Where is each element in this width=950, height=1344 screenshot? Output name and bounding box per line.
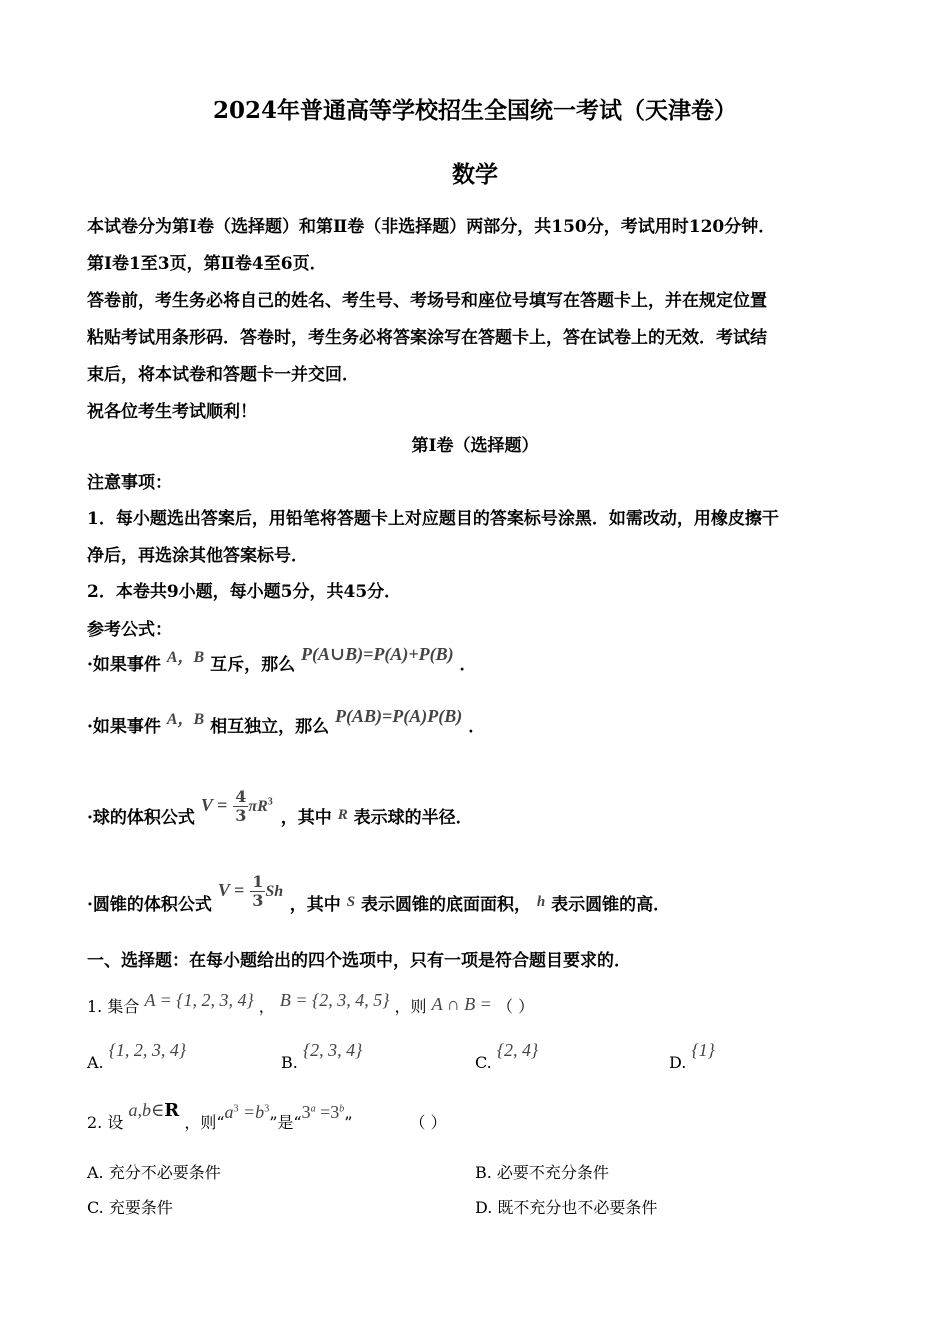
q1-set-b: B = {2, 3, 4, 5} bbox=[279, 990, 390, 1010]
q2-cond1-a: a bbox=[224, 1102, 234, 1122]
q2-domain bbox=[128, 1101, 179, 1120]
formula-independent bbox=[87, 706, 486, 737]
cone-fraction bbox=[250, 873, 265, 910]
notice-1b: 净后，再选涂其他答案标号． bbox=[87, 546, 308, 566]
part-1-heading: 一、选择题：在每小题给出的四个选项中，只有一项是符合题目要求的． bbox=[87, 951, 631, 971]
q2-cond1-exp1: 3 bbox=[233, 1103, 239, 1115]
q1-answer-blank: （ ） bbox=[497, 997, 535, 1016]
q2-vars: a,b∈ bbox=[128, 1100, 165, 1120]
subject-title: 数学 bbox=[452, 161, 498, 188]
sphere-volume-formula bbox=[201, 788, 275, 825]
intro-line-2: 第Ⅰ卷1至3页，第Ⅱ卷4至6页． bbox=[87, 254, 327, 274]
q2-option-d[interactable]: D. 既不充分也不必要条件 bbox=[475, 1198, 658, 1217]
sphere-fraction bbox=[233, 788, 248, 825]
q2-end: ” bbox=[344, 1113, 353, 1132]
q1-option-b[interactable] bbox=[281, 1040, 363, 1072]
q1-option-a[interactable] bbox=[87, 1040, 187, 1072]
q2-answer-blank: （ ） bbox=[409, 1113, 447, 1132]
q1-option-c-label: C. bbox=[475, 1053, 492, 1072]
cone-numerator: 1 bbox=[252, 872, 264, 891]
cone-rhs: Sh bbox=[265, 883, 284, 900]
question-2 bbox=[87, 1100, 447, 1133]
sphere-numerator: 4 bbox=[235, 787, 247, 806]
intro-line-1: 本试卷分为第Ⅰ卷（选择题）和第Ⅱ卷（非选择题）两部分，共150分，考试用时120分钟． bbox=[87, 217, 776, 237]
q1-option-b-label: B. bbox=[281, 1053, 298, 1072]
q1-then: ，则 bbox=[394, 997, 427, 1016]
formula-2-end: ． bbox=[468, 717, 486, 737]
q2-cond1-exp2: 3 bbox=[264, 1103, 270, 1115]
q1-separator: ， bbox=[258, 997, 275, 1016]
q2-option-c[interactable]: C. 充要条件 bbox=[87, 1198, 173, 1217]
cone-lhs: V = bbox=[217, 880, 245, 900]
formula-4-var-s: S bbox=[346, 894, 356, 910]
q1-expression: A ∩ B = bbox=[431, 994, 492, 1014]
q2-cond2-rhs: =3 bbox=[315, 1102, 340, 1122]
q2-option-a[interactable]: A. 充分不必要条件 bbox=[87, 1163, 221, 1182]
q2-condition-1 bbox=[225, 1103, 270, 1122]
formula-mutually-exclusive bbox=[87, 644, 477, 675]
formula-3-prefix: ·球的体积公式 bbox=[87, 808, 195, 828]
formula-3-var: R bbox=[337, 807, 348, 823]
q1-option-b-value: {2, 3, 4} bbox=[302, 1040, 363, 1060]
formula-2-prefix: ·如果事件 bbox=[87, 717, 161, 737]
q1-option-d-label: D. bbox=[669, 1053, 687, 1072]
formula-2-mid: 相互独立，那么 bbox=[210, 717, 330, 737]
formula-cone-volume bbox=[87, 872, 671, 924]
intro-line-3: 答卷前，考生务必将自己的姓名、考生号、考场号和座位号填写在答题卡上，并在规定位置 bbox=[87, 291, 767, 311]
cone-denominator: 3 bbox=[252, 891, 264, 910]
formula-2-expression: P(AB)=P(A)P(B) bbox=[335, 706, 463, 726]
formula-4-prefix: ·圆锥的体积公式 bbox=[87, 895, 212, 915]
formula-label: 参考公式： bbox=[87, 620, 172, 640]
cone-volume-formula bbox=[218, 873, 284, 910]
question-1 bbox=[87, 990, 535, 1017]
formula-1-end: ． bbox=[459, 655, 477, 675]
q1-set-a: A = {1, 2, 3, 4} bbox=[144, 990, 254, 1010]
q2-cond2-base: 3 bbox=[301, 1102, 311, 1122]
formula-1-prefix: ·如果事件 bbox=[87, 655, 161, 675]
sphere-lhs: V = bbox=[200, 795, 228, 815]
q2-cond2-exp-b: b bbox=[339, 1103, 345, 1115]
notice-2: 2．本卷共9小题，每小题5分，共45分． bbox=[87, 582, 402, 602]
formula-4-mid: ，其中 bbox=[289, 895, 341, 915]
formula-4-var-h: h bbox=[536, 894, 546, 910]
section-heading: 第Ⅰ卷（选择题） bbox=[411, 436, 539, 456]
q2-prefix: 2. 设 bbox=[87, 1113, 124, 1132]
formula-2-vars: A，B bbox=[166, 711, 205, 728]
q2-then: ，则“ bbox=[184, 1113, 225, 1132]
formula-sphere-volume bbox=[87, 787, 473, 837]
formula-3-suffix: 表示球的半径． bbox=[353, 808, 473, 828]
q1-option-a-label: A. bbox=[87, 1053, 104, 1072]
formula-4-text-1: 表示圆锥的底面面积， bbox=[360, 895, 531, 915]
notice-label: 注意事项： bbox=[87, 473, 172, 493]
sphere-exponent: 3 bbox=[267, 796, 273, 808]
q1-option-c[interactable] bbox=[475, 1040, 539, 1072]
q2-real-set: R bbox=[164, 1100, 180, 1121]
sphere-denominator: 3 bbox=[235, 806, 247, 825]
intro-line-5: 束后，将本试卷和答题卡一并交回． bbox=[87, 365, 359, 385]
q1-option-d-value: {1} bbox=[691, 1040, 715, 1060]
intro-line-4: 粘贴考试用条形码．答卷时，考生务必将答案涂写在答题卡上，答在试卷上的无效．考试结 bbox=[87, 328, 767, 348]
q1-prefix: 1. 集合 bbox=[87, 997, 140, 1016]
q2-condition-2 bbox=[302, 1103, 345, 1122]
q1-option-c-value: {2, 4} bbox=[496, 1040, 539, 1060]
intro-line-6: 祝各位考生考试顺利！ bbox=[87, 402, 257, 422]
q2-option-b[interactable]: B. 必要不充分条件 bbox=[475, 1163, 609, 1182]
sphere-rhs: πR bbox=[248, 798, 268, 815]
q1-option-a-value: {1, 2, 3, 4} bbox=[108, 1040, 187, 1060]
exam-title: 2024年普通高等学校招生全国统一考试（天津卷） bbox=[212, 97, 737, 124]
notice-1a: 1．每小题选出答案后，用铅笔将答题卡上对应题目的答案标号涂黑．如需改动，用橡皮擦干 bbox=[87, 509, 779, 529]
formula-1-mid: 互斥，那么 bbox=[210, 655, 296, 675]
q1-option-d[interactable] bbox=[669, 1040, 715, 1072]
formula-1-vars: A，B bbox=[166, 649, 205, 666]
q2-cond1-rhs: =b bbox=[238, 1102, 265, 1122]
formula-3-mid: ，其中 bbox=[280, 808, 332, 828]
q2-mid: ”是“ bbox=[269, 1113, 302, 1132]
formula-4-text-2: 表示圆锥的高． bbox=[551, 895, 671, 915]
q2-cond2-exp-a: a bbox=[310, 1103, 316, 1115]
formula-1-expression: P(A∪B)=P(A)+P(B) bbox=[301, 644, 454, 664]
